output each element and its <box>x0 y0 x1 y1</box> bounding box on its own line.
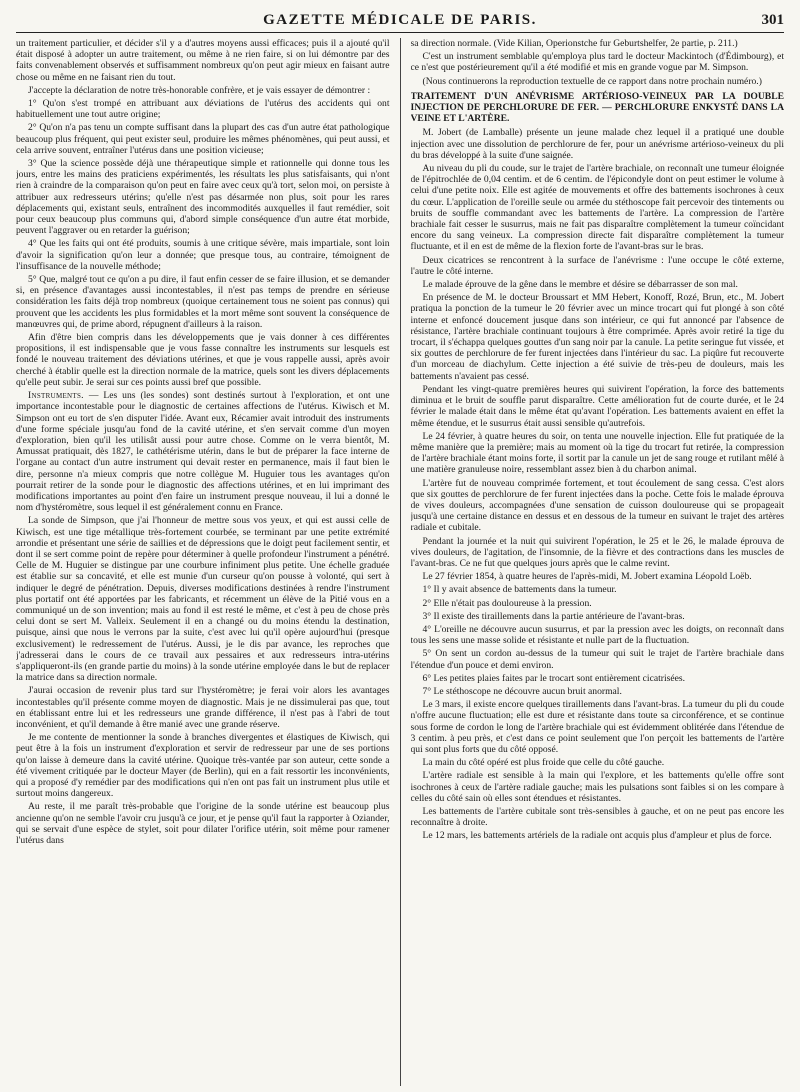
instruments-label: Instruments. <box>28 390 84 402</box>
paragraph: 3° Que la science possède déjà une thérapeutique simple et rationnelle qui donne tous les jours, entre les mains des praticiens expérimentés, les résultats les plus satisfaisants, qui n'ont rien à craindre de la comparaison qu'on peut en faire avec ceux qu'à tort, selon moi, on persiste à attribuer aux redresseurs utérins; qu'elle n'est pas désarmée non plus, soit pour les rares déplacements qui, existant seuls, entraînent des incommodités auxquelles il faut remédier, soit pour ceux beaucoup plus communs qui, d'abord simple conséquence d'un autre état morbide, peuvent l'aggraver ou en retarder la guérison; <box>16 158 390 237</box>
paragraph: sa direction normale. (Vide Kilian, Operionstche fur Geburtshelfer, 2e partie, p. 211.) <box>410 38 738 49</box>
paragraph: Le 12 mars, les battements artériels de la radiale ont acquis plus d'ampleur et plus de force. <box>422 830 772 842</box>
paragraph: La main du côté opéré est plus froide que celle du côté gauche. <box>422 757 665 769</box>
right-column <box>411 38 785 1086</box>
paragraph: M. Jobert (de Lamballe) présente un jeune malade chez lequel il a pratiqué une double injection avec une dissolution de perchlorure de fer, pour un anévrisme artérioso-veineux du pli du bras développé à la suite d'une saignée. <box>410 127 784 161</box>
finding-item: 3° Il existe des tiraillements dans la partie antérieure de l'avant-bras. <box>422 610 685 622</box>
paragraph-text: — Les uns (les sondes) sont destinés surtout à l'exploration, et ont une importance incontestable pour le diagnostic de certaines affections de l'utérus. Kiwisch et M. Simpson ont eu tort de s'en disputer l'idée. Avant eux, Récamier avait introduit des instruments d'une forme spéciale jusqu'au fond de la cavité utérine, et s'en servait comme d'un moyen d'exploration, bien qu'il les utilisât aussi pour autre chose. Comme on le verra bientôt, M. Amussat pratiquait, dès 1827, le cathétérisme utérin, dans le but de préparer la face interne de l'organe au contact d'un autre instrument qui devait rester en permanence, mais il faut bien le dire, personne n'a mieux compris que notre collègue M. Huguier tous les avantages qu'on pourrait retirer de la sonde pour le diagnostic des affections utérines, et en lui imprimant des modifications importantes au point d'en faire un instrument presque nouveau, il lui a donné le nom d'hystéromètre, sous lequel il est généralement connu en France. <box>16 390 390 514</box>
finding-item: 4° L'oreille ne découvre aucun susurrus, et par la pression avec les doigts, on reconnaît dans tous les sens une masse solide et résistante et nulle part de la fluctuation. <box>410 623 784 647</box>
paragraph: un traitement particulier, et décider s'il y a d'autres moyens aussi efficaces; puis il a ajouté qu'il était disposé à adopter un autre traitement, ou même à ne rien faire, si on lui démontre par des faits convenablement observés et suffisamment nombreux qu'on peut agir mieux en faisant autre chose ou même en ne faisant rien du tout. <box>16 38 390 83</box>
paragraph: 4° Que les faits qui ont été produits, soumis à une critique sévère, mais impartiale, sont loin d'avoir la signification qu'on leur a donnée; que presque tous, au contraire, témoignent de l'insuffisance de la nouvelle méthode; <box>16 238 390 272</box>
paragraph: L'artère radiale est sensible à la main qui l'explore, et les battements qu'elle offre sont isochrones à ceux de l'artère radiale gauche; mais les pulsations sont faibles si on les compare à celles du côté sain où elles sont étendues et résistantes. <box>410 770 784 804</box>
paragraph: Pendant les vingt-quatre premières heures qui suivirent l'opération, la force des battements diminua et le bruit de souffle parut disparaître. Cette amélioration fut de courte durée, et le 24 février le malade était dans le même état qu'avant l'opération. Les battements avaient en effet la même étendue, et le susurrus était aussi sensible qu'autrefois. <box>410 383 784 429</box>
finding-item: 6° Les petites plaies faites par le trocart sont entièrement cicatrisées. <box>422 672 685 684</box>
paragraph: J'aurai occasion de revenir plus tard sur l'hystéromètre; je ferai voir alors les avantages incontestables qu'il présente comme moyen de diagnostic. Mais je ne dissimulerai pas que, tout en établissant entre lui et les redresseurs une grande différence, il n'est pas à l'abri de tout inconvénient, et qu'il demande à être manié avec une grande réserve. <box>16 685 390 730</box>
paragraph: Les battements de l'artère cubitale sont très-sensibles à gauche, et on ne peut pas encore les reconnaître à droite. <box>410 806 784 829</box>
paragraph: Le malade éprouve de la gêne dans le membre et désire se débarrasser de son mal. <box>422 279 738 291</box>
paragraph: Le 27 février 1854, à quatre heures de l'après-midi, M. Jobert examina Léopold Loëb. <box>422 571 752 583</box>
page-number: 301 <box>761 12 784 28</box>
paragraph: J'accepte la déclaration de notre très-honorable confrère, et je vais essayer de démontrer : <box>28 84 371 96</box>
paragraph: L'artère fut de nouveau comprimée fortement, et tout écoulement de sang cessa. C'est alors que six gouttes de perchlorure de fer furent injectées dans la poche. Cette fois le malade éprouva de vives douleurs, accompagnées d'une sensation de cuisson douloureuse qui se propageait jusqu'à une certaine distance en dessus et en dessous de la tumeur en suivant le trajet des artères radiale et cubitale. <box>410 477 784 534</box>
paragraph: Au niveau du pli du coude, sur le trajet de l'artère brachiale, on reconnaît une tumeur éloignée de l'épitrochlée de 0,04 centim. et de 6 centim. de l'épicondyle dont on peut estimer le volume à celui d'une petite noix. Elle est agitée de mouvements et offre des battements isochrones à ceux du cœur. L'application de l'oreille seule ou armée du stéthoscope fait percevoir des tintements ou bruits de souffle commandant avec les battements de l'artère. La compression de l'artère brachiale fait cesser le susurrus, mais ne fait pas disparaître complètement la tumeur coïncidant encore du sang veineux. La compression directe fait disparaître complètement la tumeur fluctuante, et il en est de même de la flexion forte de l'avant-bras sur le bras. <box>410 163 784 253</box>
paragraph: Pendant la journée et la nuit qui suivirent l'opération, le 25 et le 26, le malade éprouva de vives douleurs, de l'agitation, de l'insomnie, de la fièvre et des contractions dans les muscles de l'avant-bras. Ce ne fut que quelques jours après que le calme revint. <box>410 535 784 569</box>
finding-item: 2° Elle n'était pas douloureuse à la pression. <box>422 597 592 609</box>
journal-title: GAZETTE MÉDICALE DE PARIS. <box>263 12 537 28</box>
paragraph-instruments <box>16 390 390 513</box>
section-title: TRAITEMENT D'UN ANÉVRISME ARTÉRIOSO-VEINEUX PAR LA DOUBLE INJECTION DE PERCHLORURE DE FER. — PERCHLORURE ENKYSTÉ DANS LA VEINE ET L'ARTÈRE. <box>410 90 784 125</box>
paragraph: 5° Que, malgré tout ce qu'on a pu dire, il faut enfin cesser de se faire illusion, et se demander si, en présence d'avantages aussi incontestables, il n'est pas temps de prendre en sérieuse considération les faits déjà trop nombreux (quoique certainement tous ne soient pas connus) qui prouvent que les accidents les plus formidables et la mort même sont souvent la conséquence de manœuvres qui, de prime abord, répugnent d'ailleurs à la raison. <box>16 274 390 330</box>
paragraph: La sonde de Simpson, que j'ai l'honneur de mettre sous vos yeux, et qui est aussi celle de Kiwisch, est une tige métallique très-fortement courbée, se terminant par une petite extrémité arrondie et présentant une série de saillies et de dépressions que le doigt peut facilement sentir, et dont il se sert comme point de repère pour déterminer à quelle profondeur l'instrument a pénétré. Celle de M. Huguier se distingue par une courbure infiniment plus petite. Une échelle graduée est établie sur sa concavité, et elle est munie d'un curseur qu'on pousse à volonté, qui sert à indiquer le degré de pénétration. Depuis, diverses modifications destinées à rendre l'instrument plus portatif ont été apportées par les fabricants, et récemment un élève de la Pitié vous en a communiqué un de son invention; mais au fond il est resté le même, et c'est à peu de chose près celui dont se sert M. Valleix. Seulement il en a changé ou du moins étendu la destination, puisque, ainsi que nous le verrons par la suite, c'est avec lui qu'il opère aujourd'hui (presque exclusivement) le redressement de l'utérus. Aussi, je le dis par avance, les reproches que j'adresserai dans le cours de ce travail aux pessaires et aux redresseurs intra-utérins s'appliqueront-ils (en grande partie du moins) à la sonde utérine employée dans le but de replacer la matrice dans sa direction normale. <box>16 515 390 684</box>
left-column <box>16 38 390 1086</box>
paragraph: 1° Qu'on s'est trompé en attribuant aux déviations de l'utérus des accidents qui ont habituellement une tout autre origine; <box>16 98 390 121</box>
finding-item: 7° Le stéthoscope ne découvre aucun bruit anormal. <box>422 685 622 697</box>
paragraph: Afin d'être bien compris dans les développements que je vais donner à ces différentes propositions, il est indispensable que je vous fasse connaître les instruments sur lesquels est fondé le nouveau traitement des déviations utérines, et que je vous rappelle aussi, après avoir cherché à établir quelle est la direction normale de la matrice, quels sont les divers déplacements qu'elle peut subir. Je serai sur ces points aussi bref que possible. <box>16 332 390 388</box>
paragraph: Deux cicatrices se rencontrent à la surface de l'anévrisme : l'une occupe le côté externe, l'autre le côté interne. <box>410 254 784 277</box>
paragraph: C'est un instrument semblable qu'employa plus tard le docteur Mackintoch (d'Édimbourg), et ce n'est que postérieurement qu'il a été modifié et mis en grande vogue par M. Simpson. <box>410 51 784 74</box>
paragraph: En présence de M. le docteur Broussart et MM Hebert, Konoff, Rozé, Brun, etc., M. Jobert pratiqua la ponction de la tumeur le 20 février avec un mince trocart qui fut plongé à son côté interne et enfoncé doucement jusque dans son intérieur, ce qui fut annoncé par l'absence de résistance, l'artère brachiale continuant toujours à être comprimée. Après avoir retiré la tige du trocart, il s'échappa quelques gouttes d'un sang noir par la canule. La petite seringue fut vissée, et six gouttes de perchlorure de fer furent injectées dans l'intérieur du sac. La piqûre fut recouverte d'un morceau de diachylum. Cette injection a été suivie de très-peu de douleurs, mais les battements n'avaient pas cessé. <box>410 292 784 382</box>
finding-item: 1° Il y avait absence de battements dans la tumeur. <box>422 584 617 596</box>
paragraph: 2° Qu'on n'a pas tenu un compte suffisant dans la plupart des cas d'un autre état pathologique beaucoup plus fréquent, qui peut exister seul, produire les mêmes phénomènes, qui peut aussi, et cela arrive souvent, entraîner l'utérus dans une position vicieuse; <box>16 122 390 156</box>
page-header <box>16 6 784 33</box>
paragraph: Je me contente de mentionner la sonde à branches divergentes et élastiques de Kiwisch, qui peut être à la fois un instrument d'exploration et servir de redresseur par une de ses portions qu'on laisse à demeure dans la cavité utérine. Quoique très-vantée par son auteur, cette sonde a été vivement critiquée par le docteur Mayer (de Berlin), qui en a fait ressortir les inconvénients, qui a proposé d'y remédier par des modifications qui n'en ont pas fait un instrument plus utile et surtout moins dangereux. <box>16 732 390 800</box>
paragraph: Au reste, il me paraît très-probable que l'origine de la sonde utérine est beaucoup plus ancienne qu'on ne semble l'avoir cru jusqu'à ce jour, et je pense qu'il faut la rapporter à Oziander, qui se servait d'une espèce de stylet, soit pour dilater l'orifice utérin, soit même pour ramener l'utérus dans <box>16 801 390 847</box>
paragraph: (Nous continuerons la reproduction textuelle de ce rapport dans notre prochain numéro.) <box>422 75 762 87</box>
finding-item: 5° On sent un cordon au-dessus de la tumeur qui suit le trajet de l'artère brachiale dans l'étendue d'un pouce et demi environ. <box>410 648 784 671</box>
paragraph: Le 3 mars, il existe encore quelques tiraillements dans l'avant-bras. La tumeur du pli du coude n'offre aucune fluctuation; elle est dure et résistante dans toute sa circonférence, et se continue sous forme de cordon le long de l'artère brachiale qui est évidemment oblitérée dans l'étendue de 3 centim. à peu près, et c'est dans ce point seulement que l'on perçoit les battements de l'artère qui sont plus forts que du côté opposé. <box>410 699 784 755</box>
columns <box>16 38 784 1086</box>
paragraph: Le 24 février, à quatre heures du soir, on tenta une nouvelle injection. Elle fut pratiquée de la même manière que la première; mais au moment où la tige du trocart fut retirée, la compression de l'artère brachiale étant moins forte, il sortit par la canule un jet de sang rouge et rutilant mêlé à une matière granuleuse noire, ressemblant assez bien à du charbon animal. <box>410 430 784 476</box>
column-divider <box>400 38 401 1086</box>
